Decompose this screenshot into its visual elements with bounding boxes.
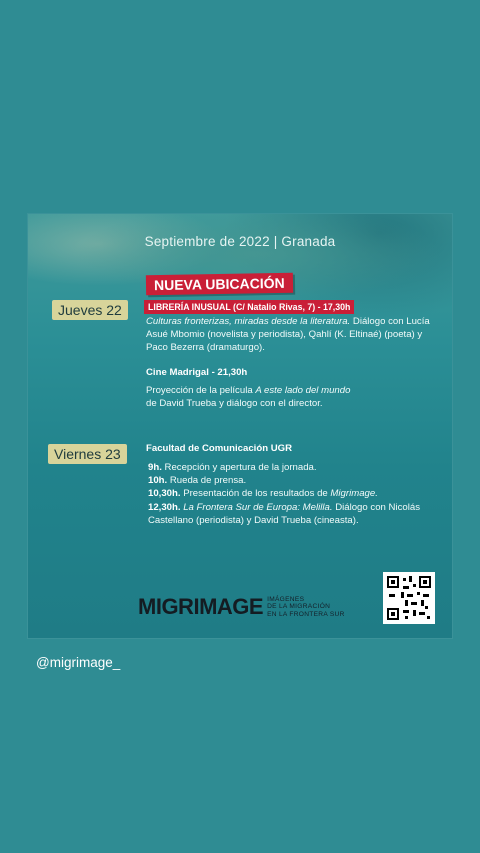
schedule-italic: Migrimage. bbox=[330, 488, 378, 500]
venue-tag-libreria: LIBRERÍA INUSUAL (C/ Natalio Rivas, 7) - 17,30h bbox=[144, 300, 354, 314]
event2-pre: Proyección de la película bbox=[146, 385, 256, 396]
new-location-badge: NUEVA UBICACIÓN bbox=[146, 273, 293, 296]
schedule-time: 9h. bbox=[148, 462, 162, 473]
poster-header: Septiembre de 2022 | Granada bbox=[144, 234, 336, 249]
day-jueves-label: Jueves 22 bbox=[52, 300, 128, 320]
schedule-time: 10h. bbox=[148, 475, 168, 487]
schedule-text: Presentación de los resultados de bbox=[180, 488, 331, 500]
event2-film-title: A este lado del mundo bbox=[255, 385, 351, 396]
schedule-item bbox=[148, 487, 448, 500]
logo-sub-line: EN LA FRONTERA SUR bbox=[267, 610, 345, 618]
qr-code-icon[interactable] bbox=[383, 572, 435, 624]
schedule-item bbox=[148, 474, 448, 487]
migrimage-logo bbox=[138, 594, 345, 620]
event2-venue bbox=[146, 366, 247, 379]
event1-title: Culturas fronterizas, miradas desde la literatura. bbox=[146, 316, 351, 327]
logo-subtitle bbox=[267, 596, 345, 618]
schedule-text: Diálogo con Nicolás Castellano (periodista) y David Trueba (cineasta). bbox=[148, 501, 420, 526]
schedule-time: 10,30h. bbox=[148, 488, 181, 500]
event1-text: Diálogo con Lucía Asué Mbomio (novelista y periodista), Qahlí (K. Eltinaé) (poeta) y Paco Bezerra (dramaturgo). bbox=[146, 316, 430, 354]
schedule-item bbox=[148, 461, 448, 474]
schedule-item bbox=[148, 501, 448, 527]
event-poster bbox=[28, 214, 452, 638]
logo-sub-line: IMÁGENES bbox=[267, 596, 305, 604]
event2-post: de David Trueba y diálogo con el director. bbox=[146, 398, 323, 410]
logo-word-1: MIGRI bbox=[138, 594, 200, 619]
day2-venue bbox=[146, 442, 292, 455]
schedule-time: 12,30h. bbox=[148, 501, 181, 513]
event1-description bbox=[146, 315, 446, 355]
day2-schedule bbox=[148, 461, 448, 527]
logo-sub-line: DE LA MIGRACIÓN bbox=[267, 603, 331, 611]
day2-venue-title: Facultad de Comunicación UGR bbox=[146, 443, 293, 454]
schedule-text: Recepción y apertura de la jornada. bbox=[161, 462, 317, 473]
event2-description bbox=[146, 384, 446, 410]
day-viernes-label: Viernes 23 bbox=[48, 444, 127, 464]
schedule-text: Rueda de prensa. bbox=[167, 475, 247, 487]
schedule-italic: La Frontera Sur de Europa: Melilla. bbox=[183, 501, 333, 513]
account-handle[interactable]: @migrimage_ bbox=[36, 655, 121, 670]
logo-word-2: MAGE bbox=[199, 594, 264, 619]
event2-venue-title: Cine Madrigal - 21,30h bbox=[146, 367, 248, 378]
